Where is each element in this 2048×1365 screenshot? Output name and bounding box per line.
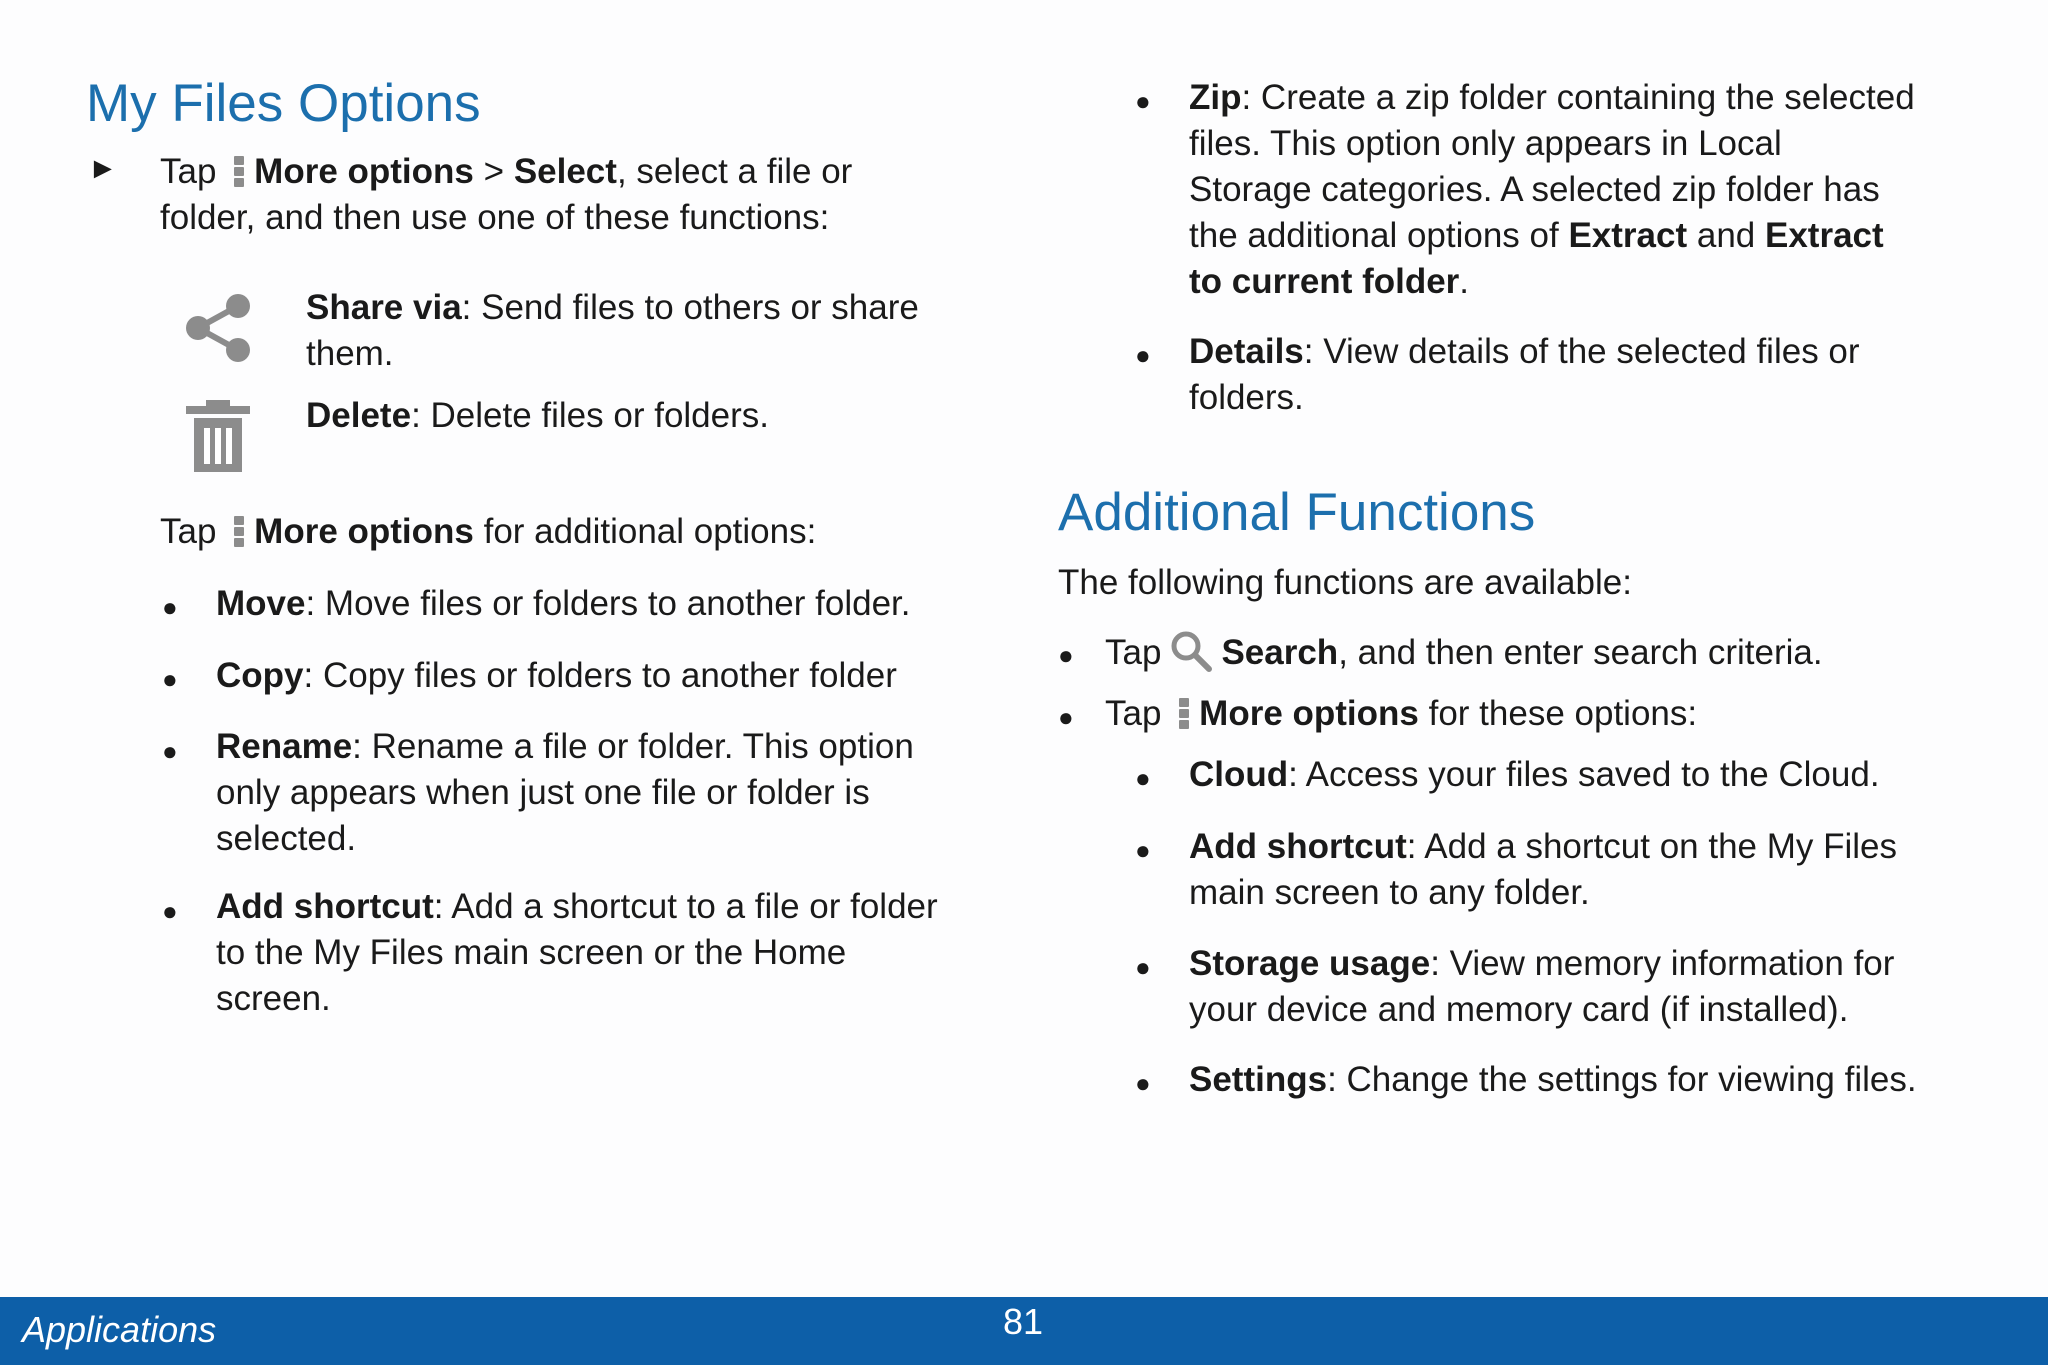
bullet: ●: [1135, 1068, 1151, 1098]
list-item: Copy: Copy files or folders to another folder: [216, 656, 897, 695]
bullet: ●: [1135, 86, 1151, 116]
section-title: Additional Functions: [1058, 483, 1536, 542]
step-arrow-icon: ►: [88, 152, 118, 185]
page-title: My Files Options: [86, 74, 481, 133]
list-item: Rename: Rename a file or folder. This option only appears when just one file or folder is selected.: [216, 727, 914, 858]
search-icon: [1169, 629, 1213, 673]
details-item: Details: View details of the selected files or folders.: [1189, 332, 1860, 417]
list-item: Move: Move files or folders to another folder.: [216, 584, 911, 623]
bullet: ●: [1135, 763, 1151, 793]
footer-section-label: Applications: [22, 1309, 217, 1350]
bullet: ●: [162, 736, 178, 766]
page-number: 81: [1003, 1301, 1044, 1342]
delete-item: Delete: Delete files or folders.: [306, 396, 769, 435]
tap-more-options-line: Tap More options for additional options:: [160, 512, 817, 551]
more-options-icon: [234, 516, 244, 548]
trash-icon: [186, 400, 250, 474]
functions-intro: The following functions are available:: [1058, 563, 1632, 602]
share-icon: [184, 290, 254, 366]
intro-step: Tap More options > Select, select a file or folder, and then use one of these functions:: [160, 152, 853, 237]
list-item: Settings: Change the settings for viewing files.: [1189, 1060, 1917, 1099]
more-options-step: Tap More options for these options:: [1105, 694, 1698, 733]
list-item: Add shortcut: Add a shortcut to a file or folder to the My Files main screen or the Home screen.: [216, 887, 938, 1018]
bullet: ●: [162, 896, 178, 926]
footer-bar: [0, 1297, 2048, 1365]
more-options-label: More options: [254, 152, 474, 191]
bullet: ●: [1135, 835, 1151, 865]
more-options-icon: [1179, 698, 1189, 730]
list-item: Add shortcut: Add a shortcut on the My Files main screen to any folder.: [1189, 827, 1898, 912]
bullet: ●: [1135, 340, 1151, 370]
list-item: Cloud: Access your files saved to the Cloud.: [1189, 755, 1880, 794]
zip-item: Zip: Create a zip folder containing the selected files. This option only appears in Local Storage categories. A selected zip folder has the additional options of Extract and Extract to current folder.: [1189, 78, 1915, 301]
search-step: Tap Search, and then enter search criteria.: [1105, 629, 2005, 676]
share-via-item: Share via: Send files to others or share them.: [306, 288, 919, 373]
bullet: ●: [162, 664, 178, 694]
more-options-icon: [234, 156, 244, 188]
bullet: ●: [1058, 702, 1074, 732]
select-label: Select: [513, 152, 617, 191]
bullet: ●: [1058, 640, 1074, 670]
bullet: ●: [1135, 952, 1151, 982]
bullet: ●: [162, 592, 178, 622]
list-item: Storage usage: View memory information for your device and memory card (if installed).: [1189, 944, 1895, 1029]
